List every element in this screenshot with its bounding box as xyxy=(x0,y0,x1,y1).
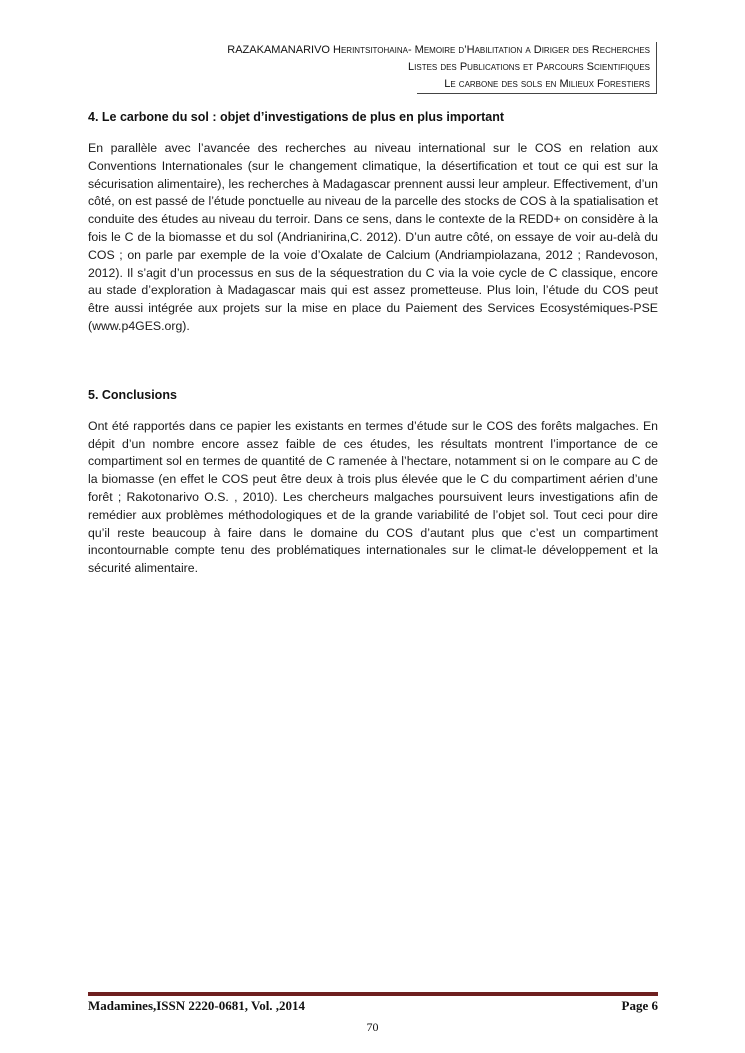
header-line-3: Le carbone des sols en Milieux Forestiers xyxy=(417,76,657,93)
footer-rule xyxy=(88,992,658,996)
section-4-title: 4. Le carbone du sol : objet d’investigations de plus en plus important xyxy=(88,110,505,124)
section-4-paragraph: En parallèle avec l’avancée des recherches au niveau international sur le COS en relation aux Conventions Internationales (sur le changement climatique, la désertification et tout ce qui est sur la sécurisation alimentaire), les recherches à Madagascar prennent aussi leur ampleur. Effectivement, d’un côté, on est passé de l’étude ponctuelle au niveau de la parcelle des stocks de COS à la spatialisation et conduite des études au niveau du terroir. Dans ce sens, dans le contexte de la REDD+ on considère à la fois le C de la biomasse et du sol (Andrianirina,C. 2012). D’un autre côté, on essaye de voir au-delà du COS ; on parle par exemple de la voie d’Oxalate de Calcium (Andriampiolazana, 2012 ; Randevoson, 2012). Il s’agit d’un processus en sus de la séquestration du C via la voie cycle de C classique, encore au stade d’exploration à Madagascar mais qui est assez prometteuse. Plus loin, l’étude du COS peut être aussi intégrée aux projets sur la mise en place du Paiement des Services Ecosystémiques-PSE (www.p4GES.org). xyxy=(88,141,658,333)
page-content xyxy=(88,108,658,578)
header-line-2: Listes des Publications et Parcours Scientifiques xyxy=(97,59,657,76)
header-rule xyxy=(417,76,657,94)
footer-page-label: Page 6 xyxy=(621,998,658,1013)
footer-journal: Madamines,ISSN 2220-0681, Vol. ,2014 xyxy=(88,998,306,1013)
header-line-1: RAZAKAMANARIVO Herintsitohaina- Memoire d’Habilitation a Diriger des Recherches xyxy=(97,42,657,59)
section-5-paragraph: Ont été rapportés dans ce papier les existants en termes d’étude sur le COS des forêts malgaches. En dépit d’un nombre encore assez faible de ces études, les résultats montrent l’importance de ce compartiment sol en termes de quantité de C ramenée à l’hectare, notamment si on le compare au C de la biomasse (en effet le COS peut être deux à trois plus élevée que le C du compartiment aérien d’une forêt ; Rakotonarivo O.S. , 2010). Les chercheurs malgaches poursuivent leurs investigations afin de remédier aux problèmes méthodologiques et de la grande variabilité de l’objet sol. Tout ceci pour dire qu’il reste beaucoup à faire dans le domaine du COS d’autant plus que c’est un compartiment incontournable compte tenu des problématiques internationales sur le climat-le développement et la sécurité alimentaire. xyxy=(88,418,658,576)
page-number: 70 xyxy=(366,1020,379,1034)
section-5-title: 5. Conclusions xyxy=(88,387,177,402)
running-header xyxy=(97,42,657,94)
